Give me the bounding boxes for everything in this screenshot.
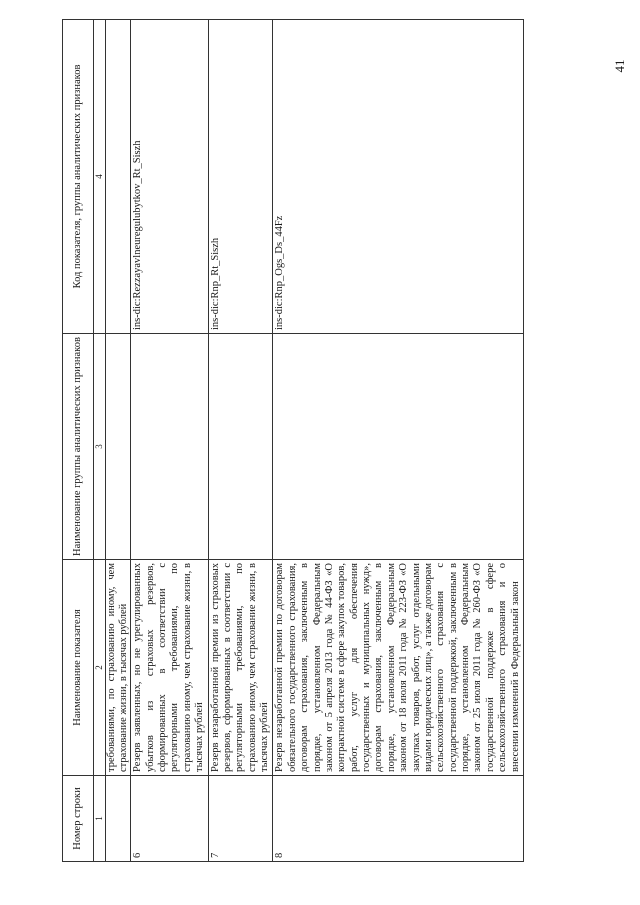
indicator-table bbox=[62, 19, 524, 862]
row-indicator-name: Резерв незаработанной премии из страховых резервов, сформированных в соответствии с регуляторными требованиями, по страхованию иному, чем страхование жизни, в тысячах рублей bbox=[208, 560, 273, 776]
header-row-number: Номер строки bbox=[63, 776, 94, 862]
column-number-3: 3 bbox=[94, 334, 106, 560]
row-number: 7 bbox=[208, 776, 273, 862]
row-group-name bbox=[131, 334, 208, 560]
column-number-4: 4 bbox=[94, 20, 106, 334]
rotated-sheet bbox=[62, 20, 598, 862]
table-row bbox=[208, 20, 273, 862]
header-indicator-name: Наименование показателя bbox=[63, 560, 94, 776]
column-number-row bbox=[94, 20, 106, 862]
row-code: ins-dic:Rezzayavlneuregulubytkov_Rt_Siszh bbox=[131, 20, 208, 334]
continuation-number bbox=[105, 776, 131, 862]
page-number: 41 bbox=[612, 59, 627, 73]
continuation-code bbox=[105, 20, 131, 334]
table-row bbox=[273, 20, 524, 862]
continuation-row bbox=[105, 20, 131, 862]
row-code: ins-dic:Rnp_Ogs_Ds_44Fz bbox=[273, 20, 524, 334]
row-number: 8 bbox=[273, 776, 524, 862]
header-group-name: Наименование группы аналитических признаков bbox=[63, 334, 94, 560]
continuation-group bbox=[105, 334, 131, 560]
column-number-2: 2 bbox=[94, 560, 106, 776]
row-group-name bbox=[208, 334, 273, 560]
header-row bbox=[63, 20, 94, 862]
row-indicator-name: Резерв заявленных, но не урегулированных убытков из страховых резервов, сформированных в соответствии с регуляторными требованиями, по страхованию иному, чем страхование жизни, в тысячах рублей bbox=[131, 560, 208, 776]
row-indicator-name: Резерв незаработанной премии по договорам обязательного государственного страхования, договорам страхования, заключенным в порядке, установленном Федеральным законом от 5 апреля 2013 года № 44-ФЗ «О контрактной системе в сфере закупок товаров, работ, услуг для обеспечения государственных и муниципальных нужд», договорам страхования, заключенным в порядке, установленном Федеральным законом от 18 июля 2011 года № 223-ФЗ «О закупках товаров, работ, услуг отдельными видами юридических лиц», а также договорам сельскохозяйственного страхования с государственной поддержкой, заключенным в порядке, установленном Федеральным законом от 25 июля 2011 года № 260-ФЗ «О государственной поддержке в сфере сельскохозяйственного страхования и о внесении изменений в Федеральный закон bbox=[273, 560, 524, 776]
row-group-name bbox=[273, 334, 524, 560]
column-number-1: 1 bbox=[94, 776, 106, 862]
header-code: Код показателя, группы аналитических признаков bbox=[63, 20, 94, 334]
continuation-name: требованиями, по страхованию иному, чем страхование жизни, в тысячах рублей bbox=[105, 560, 131, 776]
row-number: 6 bbox=[131, 776, 208, 862]
table-row bbox=[131, 20, 208, 862]
row-code: ins-dic:Rnp_Rt_Siszh bbox=[208, 20, 273, 334]
